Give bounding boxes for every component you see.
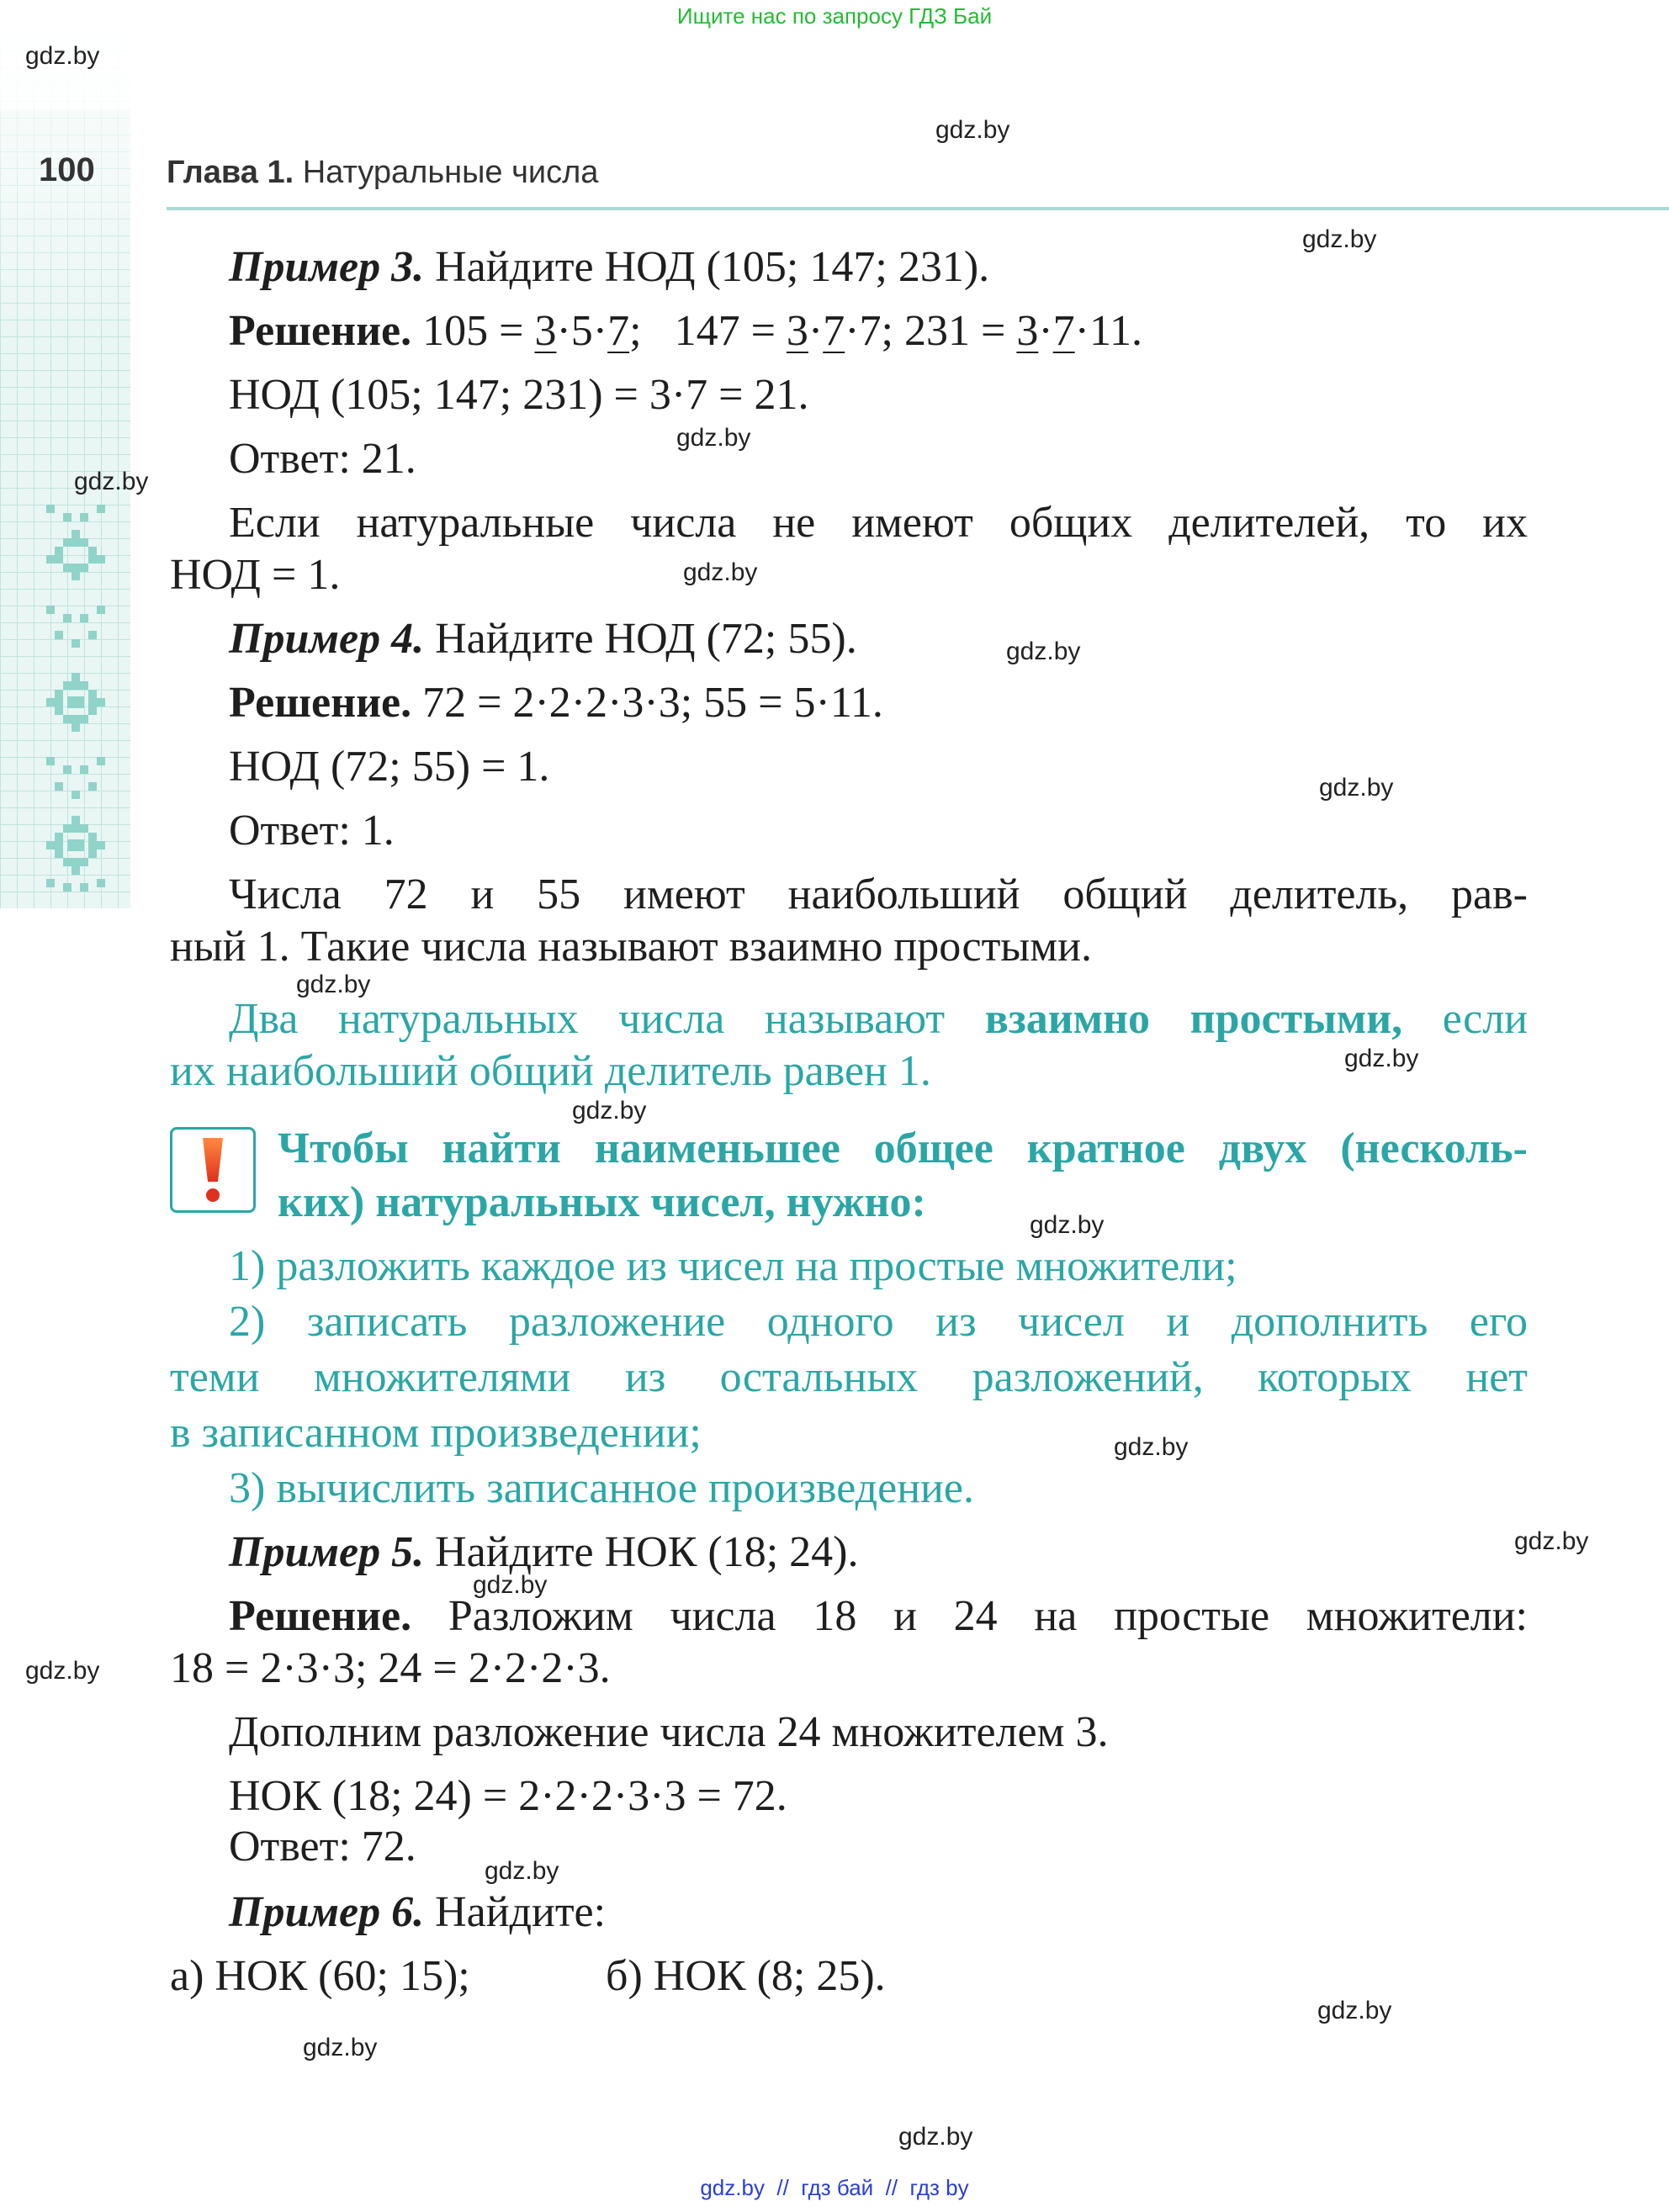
example-6-part-a: а) НОК (60; 15); bbox=[170, 1952, 470, 2000]
example-3-answer: Ответ: 21. bbox=[229, 435, 416, 483]
nok-rule-step1: 1) разложить каждое из чисел на простые множители; bbox=[229, 1242, 1237, 1290]
watermark[interactable]: gdz.by bbox=[898, 2123, 973, 2151]
watermark[interactable]: gdz.by bbox=[1114, 1433, 1189, 1461]
example-4-title: Пример 4. bbox=[229, 615, 425, 663]
example-6-part-b: б) НОК (8; 25). bbox=[606, 1952, 886, 2000]
watermark[interactable]: gdz.by bbox=[296, 971, 371, 998]
example-4-factorizations: 72 = 2·2·2·3·3; 55 = 5·11. bbox=[422, 679, 883, 727]
example-5-heading bbox=[229, 1526, 859, 1580]
chapter-title: Натуральные числа bbox=[302, 155, 599, 190]
example-4-task: Найдите НОД (72; 55). bbox=[435, 615, 857, 663]
watermark[interactable]: gdz.by bbox=[74, 468, 149, 495]
nok-rule-step2-line2: теми множителями из остальных разложений, которых нет bbox=[170, 1353, 1528, 1401]
watermark[interactable]: gdz.by bbox=[1030, 1211, 1105, 1239]
watermark[interactable]: gdz.by bbox=[473, 1571, 548, 1599]
nok-rule-step2-line1: 2) записать разложение одного из чисел и дополнить его bbox=[229, 1298, 1528, 1346]
watermark[interactable]: gdz.by bbox=[1514, 1527, 1589, 1555]
example-6-heading bbox=[229, 1886, 606, 1939]
header-rule bbox=[167, 207, 1669, 210]
watermark[interactable]: gdz.by bbox=[572, 1097, 647, 1125]
example-3-task: Найдите НОД (105; 147; 231). bbox=[435, 243, 990, 291]
top-banner[interactable]: Ищите нас по запросу ГДЗ Бай bbox=[676, 3, 993, 29]
example-4-nod: НОД (72; 55) = 1. bbox=[229, 743, 550, 791]
factorization-105: 105 = 3·5·7; bbox=[422, 307, 642, 355]
example-5-solution-line1: Решение. Разложим числа 18 и 24 на простые множители: bbox=[229, 1592, 1528, 1640]
exclamation-icon bbox=[170, 1127, 256, 1213]
example-4-heading bbox=[229, 612, 857, 666]
definition-line1: Два натуральных числа называют взаимно простыми, если bbox=[229, 995, 1528, 1043]
coprime-text-line2: ный 1. Такие числа называют взаимно простыми. bbox=[170, 923, 1092, 971]
nok-rule-title-line2: ких) натуральных чисел, нужно: bbox=[278, 1178, 926, 1226]
example-6-title: Пример 6. bbox=[229, 1888, 425, 1936]
example-5-task: Найдите НОК (18; 24). bbox=[435, 1528, 859, 1576]
example-5-answer: Ответ: 72. bbox=[229, 1823, 416, 1871]
no-common-divisors-line1: Если натуральные числа не имеют общих делителей, то их bbox=[229, 499, 1528, 547]
page-number: 100 bbox=[39, 151, 95, 188]
nok-rule-title-line1: Чтобы найти наименьшее общее кратное двух (несколь- bbox=[278, 1125, 1528, 1172]
watermark[interactable]: gdz.by bbox=[303, 2034, 378, 2061]
nok-rule-step3: 3) вычислить записанное произведение. bbox=[229, 1464, 974, 1512]
watermark[interactable]: gdz.by bbox=[1302, 225, 1377, 253]
watermark[interactable]: gdz.by bbox=[935, 116, 1010, 144]
example-6-task: Найдите: bbox=[435, 1888, 607, 1936]
example-5-solution-line2: 18 = 2·3·3; 24 = 2·2·2·3. bbox=[170, 1644, 611, 1692]
watermark[interactable]: gdz.by bbox=[1319, 774, 1394, 802]
example-3-heading bbox=[229, 241, 989, 294]
definition-line2: их наибольший общий делитель равен 1. bbox=[170, 1047, 931, 1095]
coprime-text-line1: Числа 72 и 55 имеют наибольший общий делитель, рав- bbox=[229, 871, 1528, 918]
watermark[interactable]: gdz.by bbox=[1344, 1045, 1419, 1072]
solution-label: Решение. bbox=[229, 307, 412, 355]
example-3-title: Пример 3. bbox=[229, 243, 425, 291]
chapter-heading bbox=[167, 155, 598, 191]
definition-term: взаимно простыми, bbox=[984, 995, 1403, 1043]
example-5-supplement: Дополним разложение числа 24 множителем 3. bbox=[229, 1708, 1109, 1756]
watermark[interactable]: gdz.by bbox=[1317, 1997, 1392, 2024]
watermark[interactable]: gdz.by bbox=[485, 1857, 559, 1885]
no-common-divisors-line2: НОД = 1. bbox=[170, 551, 341, 599]
watermark[interactable]: gdz.by bbox=[25, 1657, 100, 1685]
example-4-answer: Ответ: 1. bbox=[229, 807, 395, 855]
footer-links[interactable]: gdz.by // гдз бай // гдз by bbox=[700, 2175, 969, 2200]
factorization-147: 147 = 3·7·7; bbox=[674, 307, 893, 355]
example-5-nok: НОК (18; 24) = 2·2·2·3·3 = 72. bbox=[229, 1772, 787, 1820]
watermark[interactable]: gdz.by bbox=[676, 424, 751, 452]
chapter-label: Глава 1. bbox=[167, 155, 294, 190]
example-3-nod: НОД (105; 147; 231) = 3·7 = 21. bbox=[229, 371, 809, 419]
watermark[interactable]: gdz.by bbox=[1006, 638, 1081, 665]
example-5-title: Пример 5. bbox=[229, 1528, 425, 1576]
solution-label: Решение. bbox=[229, 1592, 412, 1640]
nok-rule-step2-line3: в записанном произведении; bbox=[170, 1409, 702, 1457]
solution-label: Решение. bbox=[229, 679, 412, 727]
watermark[interactable]: gdz.by bbox=[683, 558, 758, 586]
factorization-231: 231 = 3·7·11. bbox=[903, 307, 1143, 355]
example-4-solution bbox=[229, 676, 883, 730]
watermark[interactable]: gdz.by bbox=[25, 42, 100, 70]
example-3-solution bbox=[229, 304, 1142, 358]
ornament-decoration bbox=[46, 505, 105, 892]
